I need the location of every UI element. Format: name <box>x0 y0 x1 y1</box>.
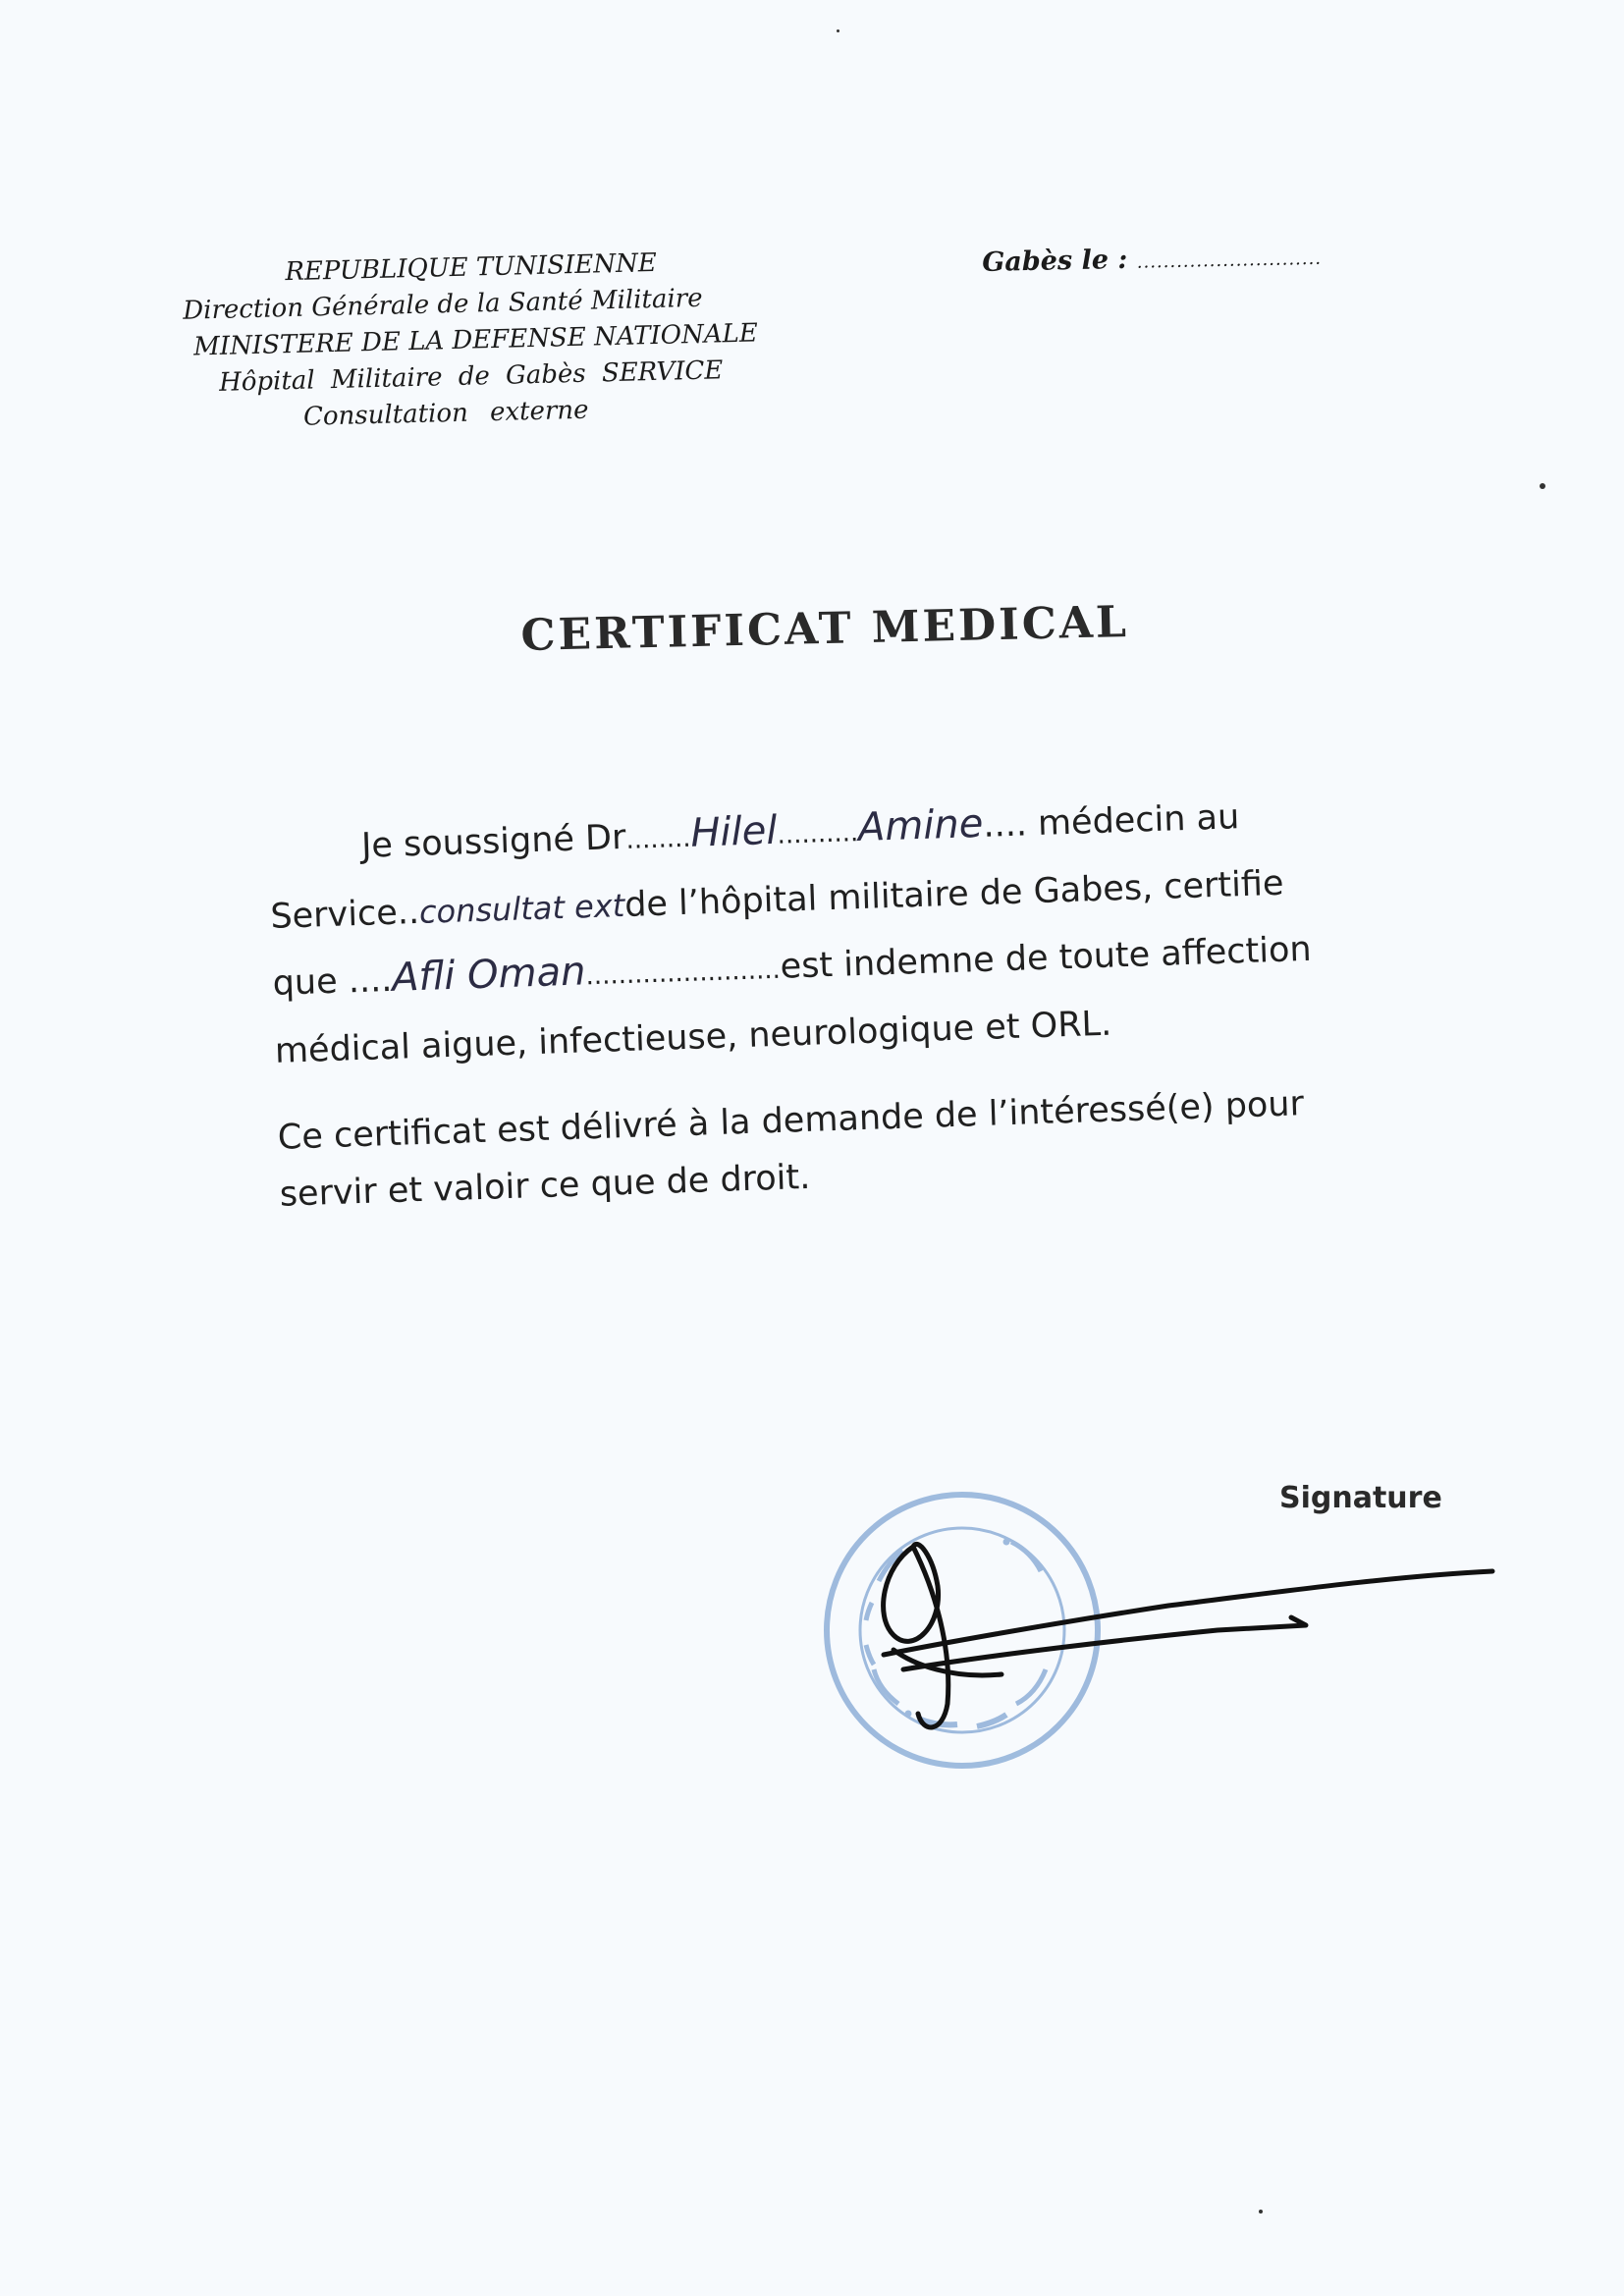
closing-line-1: Ce certificat est délivré à la demande de l’intéressé(e) pour <box>277 1084 1305 1158</box>
service-handwritten: consultat ext <box>418 886 625 931</box>
doctor-prefix: Je soussigné Dr <box>360 817 627 866</box>
patient-prefix: que .... <box>272 959 393 1004</box>
header-line-ministry: MINISTERE DE LA DEFENSE NATIONALE <box>192 318 759 362</box>
doctor-last-name-handwritten: Amine <box>857 800 985 851</box>
date-dots: ............................ <box>1136 247 1323 273</box>
patient-dots: ........................ <box>585 955 782 992</box>
header-line-republic: REPUBLIQUE TUNISIENNE <box>285 247 658 288</box>
signature-label: Signature <box>1279 1481 1442 1515</box>
service-prefix: Service.. <box>269 892 420 937</box>
date-label: Gabès le : <box>982 244 1128 278</box>
institution-header <box>172 243 765 439</box>
document-title: CERTIFICAT MEDICAL <box>520 596 1130 661</box>
doctor-suffix: .... médecin au <box>982 797 1240 846</box>
doctor-dots-2: .......... <box>777 818 859 850</box>
paper-speck <box>1540 483 1545 489</box>
patient-name-handwritten: Afli Oman <box>391 949 587 1001</box>
date-line <box>982 241 1322 278</box>
paper-speck <box>1259 2210 1263 2214</box>
doctor-dots-1: ........ <box>624 823 692 855</box>
header-line-service: Consultation externe <box>302 395 589 432</box>
paper-speck <box>837 29 839 32</box>
certificate-body <box>267 777 1438 1224</box>
doctor-first-name-handwritten: Hilel <box>689 807 779 856</box>
closing-line-2: servir et valoir ce que de droit. <box>279 1157 811 1215</box>
body-line-4: médical aigue, infectieuse, neurologique et ORL. <box>274 1004 1112 1071</box>
header-line-hospital: Hôpital Militaire de Gabès SERVICE <box>218 355 724 398</box>
service-suffix: de l’hôpital militaire de Gabes, certifie <box>623 863 1285 925</box>
handwritten-signature-icon <box>844 1507 1512 1763</box>
patient-suffix: est indemne de toute affection <box>780 929 1313 987</box>
closing-paragraph <box>277 1071 1438 1224</box>
header-line-direction: Direction Générale de la Santé Militaire <box>182 283 703 326</box>
